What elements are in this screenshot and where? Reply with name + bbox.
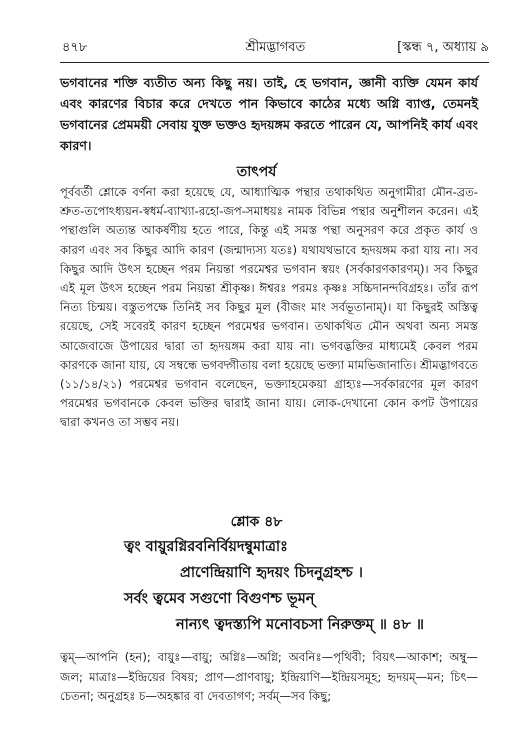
verse-line-4: নান্যৎ ত্বদস্ত্যপি মনোবচসা নিরুক্তম্ ॥ ৪৮ ॥	[176, 617, 425, 633]
page-header	[62, 38, 489, 58]
purport-heading: তাৎপর্য	[236, 164, 277, 180]
verse-line-3: সর্বং ত্বমেব সগুণো বিগুণশ্চ ভূমন্	[124, 591, 315, 607]
verse-line-1: ত্বং বায়ুরগ্নিরবনির্বিয়দম্বুমাত্রাঃ	[124, 539, 288, 555]
verse-line-2: প্রাণেন্দ্রিয়াণি হৃদয়ং চিদনুগ্রহশ্চ ।	[180, 565, 363, 581]
purport-text: পূর্ববর্তী শ্লোকে বর্ণনা করা হয়েছে যে, আধ্যাত্মিক পন্থার তথাকথিত অনুগামীরা মৌন-ব্রত-শ্রুত-তপোঽধ্যয়ন-স্বধর্ম-ব্যাখ্যা-রহো-জপ-সমাধয়ঃ নামক বিভিন্ন পন্থার অনুশীলন করেন। এই পন্থাগুলি অত্যন্ত আকর্ষণীয় হতে পারে, কিন্তু এই সমস্ত পন্থা অনুসরণ করে প্রকৃত কার্য ও কারণ এবং সব কিছুর আদি কারণ (জন্মাদ্যস্য যতঃ) যথাযথভাবে হৃদয়ঙ্গম করা যায় না। সব কিছুর আদি উৎস হচ্ছেন পরম নিয়ন্তা পরমেশ্বর ভগবান স্বয়ং (সর্বকারণকারণম্)। সব কিছুর এই মূল উৎস হচ্ছেন পরম নিয়ন্তা শ্রীকৃষ্ণ। ঈশ্বরঃ পরমঃ কৃষ্ণঃ সচ্চিদানন্দবিগ্রহঃ। তাঁর রূপ নিত্য চিন্ময়। বস্তুতপক্ষে তিনিই সব কিছুর মূল (বীজং মাং সর্বভূতানাম্)। যা কিছুরই অস্তিত্ব রয়েছে, সেই সবেরই কারণ হচ্ছেন পরমেশ্বর ভগবান। তথাকথিত মৌন অথবা অন্য সমস্ত আজেবাজে উপায়ের দ্বারা তা হৃদয়ঙ্গম করা যায় না। ভগবদ্ভক্তির মাধ্যমেই কেবল পরম কারণকে জানা যায়, যে সম্বন্ধে ভগবদ্গীতায় বলা হয়েছে ভক্ত্যা মামভিজানাতি। শ্রীমদ্ভাগবতে (১১/১৪/২১) পরমেশ্বর ভগবান বলেছেন, ভক্ত্যাহমেকয়া গ্রাহ্যঃ—সর্বকারণের মূল কারণ পরমেশ্বর ভগবানকে কেবল ভক্তির দ্বারাই জানা যায়। লোক-দেখানো কোন কপট উপায়ের দ্বারা কখনও তা সম্ভব নয়।	[60, 185, 478, 430]
translation-text: ভগবানের শক্তি ব্যতীত অন্য কিছু নয়। তাই, হে ভগবান, জ্ঞানী ব্যক্তি যেমন কার্য এবং কারণের বিচার করে দেখতে পান কিভাবে কাঠের মধ্যে অগ্নি ব্যাপ্ত, তেমনই ভগবানের প্রেমময়ী সেবায় যুক্ত ভক্তও হৃদয়ঙ্গম করতে পারেন যে, আপনিই কার্য এবং কারণ।	[60, 75, 478, 153]
chapter-location: [স্কন্ধ ৭, অধ্যায় ৯	[397, 40, 489, 55]
book-title: শ্রীমদ্ভাগবত	[245, 40, 306, 55]
header-divider	[60, 62, 489, 63]
page-number: ৪৭৮	[62, 40, 88, 55]
verse-heading: শ্লোক ৪৮	[230, 514, 283, 530]
synonyms-text: ত্বম্—আপনি (হন); বায়ুঃ—বায়ু; অগ্নিঃ—অগ্নি; অবনিঃ—পৃথিবী; বিয়ৎ—আকাশ; অম্বু—জল; মাত্রাঃ—ইন্দ্রিয়ের বিষয়; প্রাণ—প্রাণবায়ু; ইন্দ্রিয়াণি—ইন্দ্রিয়সমূহ; হৃদয়ম্—মন; চিৎ—চেতনা; অনুগ্রহঃ চ—অহঙ্কার বা দেবতাগণ; সর্বম্—সব কিছু;	[60, 650, 478, 703]
